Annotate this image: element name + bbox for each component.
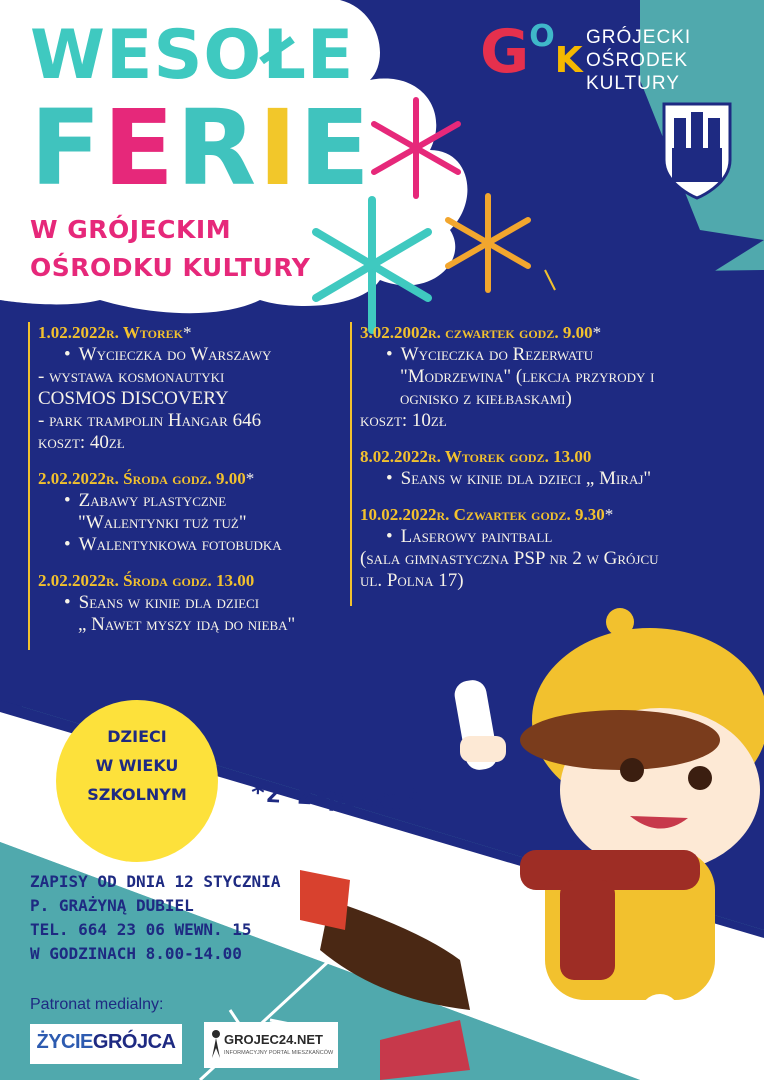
- event-line: • Seans w kinie dla dzieci „ Miraj": [360, 468, 764, 490]
- event-block: [38, 468, 356, 556]
- zycie-part: ŻYCIE: [36, 1031, 93, 1053]
- grojec24-figure-icon: [208, 1028, 224, 1062]
- event-date-text: 2.02.2022r. Środa godz. 9.00: [38, 469, 246, 488]
- event-line: • Wycieczka do Warszawy: [38, 344, 356, 366]
- event-line: • Walentynkowa fotobudka: [38, 534, 356, 556]
- event-date: [360, 446, 764, 468]
- grojec24-logo: [204, 1022, 338, 1068]
- zycie-grojca-text: [30, 1031, 182, 1054]
- subtitle-line-1: W GRÓJECKIM: [30, 215, 232, 244]
- event-date: [38, 322, 356, 344]
- schedule-left-column: [28, 322, 356, 650]
- event-line: - park trampolin Hangar 646: [38, 410, 262, 431]
- event-line: COSMOS DISCOVERY: [38, 388, 229, 409]
- ferie-letter: E: [103, 87, 177, 209]
- gok-logo-text: [586, 26, 691, 95]
- event-line: „ Nawet myszy idą do nieba": [78, 614, 296, 635]
- event-line: ul. Polna 17): [360, 570, 464, 591]
- event-block: [360, 322, 764, 432]
- event-block: [360, 504, 764, 592]
- event-block: [38, 322, 356, 454]
- event-asterisk: *: [245, 469, 255, 488]
- event-line: "Walentynki tuż tuż": [78, 512, 247, 533]
- contact-line-1: ZAPISY OD DNIA 12 STYCZNIA: [30, 872, 281, 891]
- contact-line-3: TEL. 664 23 06 WEWN. 15: [30, 920, 252, 939]
- event-line: - wystawa kosmonautyki: [38, 366, 225, 387]
- event-line: • Wycieczka do Rezerwatu: [360, 344, 764, 366]
- event-line: • Seans w kinie dla dzieci: [38, 592, 356, 614]
- event-asterisk: *: [182, 323, 192, 342]
- event-date: [38, 468, 356, 490]
- age-badge-text: [56, 722, 218, 809]
- ferie-letter: R: [176, 87, 259, 209]
- ferie-letter: F: [30, 87, 104, 209]
- event-date: [360, 322, 764, 344]
- schedule-right-column: [350, 322, 764, 606]
- event-date-text: 8.02.2022r. Wtorek godz. 13.00: [360, 447, 592, 466]
- event-date-text: 10.02.2022r. Czwartek godz. 9.30: [360, 505, 605, 524]
- contact-line-2: P. GRAŻYNĄ DUBIEL: [30, 896, 194, 915]
- media-patronage-label: Patronat medialny:: [30, 996, 164, 1013]
- zycie-grojca-logo: [30, 1024, 182, 1064]
- grojec24-tagline: INFORMACYJNY PORTAL MIESZKAŃCÓW: [224, 1050, 334, 1056]
- event-asterisk: *: [604, 505, 614, 524]
- event-line: • Zabawy plastyczne: [38, 490, 356, 512]
- event-line: ognisko z kiełbaskami): [400, 388, 572, 409]
- contact-line-4: W GODZINACH 8.00-14.00: [30, 944, 242, 963]
- age-badge-line-3: SZKOLNYM: [87, 785, 187, 804]
- age-badge-line-2: W WIEKU: [95, 756, 179, 775]
- event-asterisk: *: [592, 323, 602, 342]
- ferie-letter: I: [258, 87, 299, 209]
- event-block: [360, 446, 764, 490]
- ferie-letter: E: [298, 87, 372, 209]
- event-date-text: 2.02.2022r. Środa godz. 13.00: [38, 571, 255, 590]
- event-date: [38, 570, 356, 592]
- grojca-part: GRÓJCA: [92, 1031, 176, 1053]
- event-line: (sala gimnastyczna PSP nr 2 w Grójcu: [360, 548, 659, 569]
- event-date: [360, 504, 764, 526]
- age-badge-line-1: DZIECI: [107, 727, 167, 746]
- event-line: "Modrzewina" (lekcja przyrody i: [400, 366, 655, 387]
- event-date-text: 1.02.2022r. Wtorek: [38, 323, 183, 342]
- logo-letter: O: [529, 19, 555, 54]
- event-block: [38, 570, 356, 636]
- event-line: koszt: 10zł: [360, 410, 447, 431]
- title-ferie: [30, 87, 372, 209]
- event-date-text: 3.02.2002r. czwartek godz. 9.00: [360, 323, 593, 342]
- logo-text-line-1: GRÓJECKI: [586, 27, 692, 48]
- registration-note: *z zapisami: [249, 778, 423, 817]
- logo-letter: K: [554, 40, 583, 81]
- logo-text-line-3: KULTURY: [586, 73, 680, 94]
- event-line: koszt: 40zł: [38, 432, 125, 453]
- logo-letter: G: [480, 17, 530, 87]
- gok-logo: [480, 17, 583, 87]
- logo-text-line-2: OŚRODEK: [586, 50, 689, 71]
- contact-info: [30, 870, 280, 966]
- title-wesole: WESOŁE: [30, 16, 355, 95]
- grojec24-name: GROJEC24.NET: [224, 1032, 323, 1047]
- town-crest-icon: [664, 104, 730, 198]
- event-line: • Laserowy paintball: [360, 526, 764, 548]
- subtitle-line-2: OŚRODKU KULTURY: [30, 253, 311, 282]
